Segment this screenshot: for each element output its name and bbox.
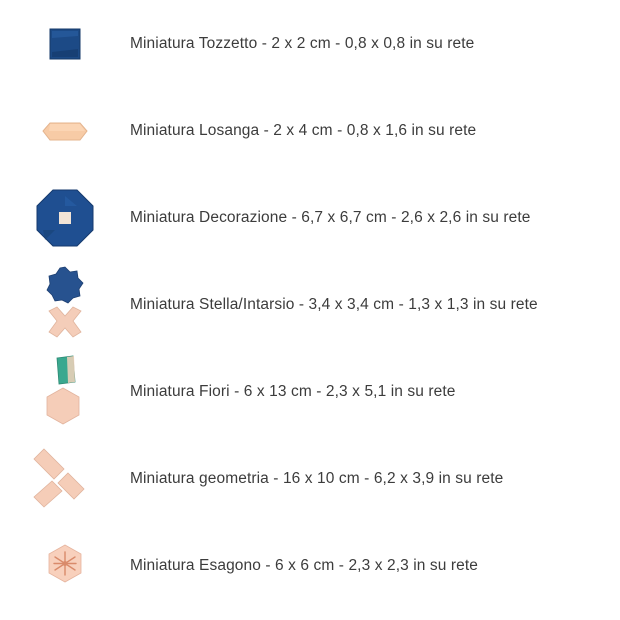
geometria-tile-icon [0, 435, 130, 522]
octagon-decoration-tile-icon [0, 174, 130, 261]
list-item[interactable] [0, 174, 620, 261]
list-item-label: Miniatura Fiori - 6 x 13 cm - 2,3 x 5,1 in su rete [130, 382, 456, 400]
esagono-tile-icon [0, 522, 130, 609]
list-item-label: Miniatura Decorazione - 6,7 x 6,7 cm - 2,6 x 2,6 in su rete [130, 208, 531, 226]
list-item-label: Miniatura Stella/Intarsio - 3,4 x 3,4 cm - 1,3 x 1,3 in su rete [130, 295, 538, 313]
list-item[interactable] [0, 348, 620, 435]
list-item[interactable] [0, 435, 620, 522]
list-item-label: Miniatura geometria - 16 x 10 cm - 6,2 x 3,9 in su rete [130, 469, 504, 487]
list-item[interactable] [0, 261, 620, 348]
list-item[interactable] [0, 0, 620, 87]
list-item-label: Miniatura Tozzetto - 2 x 2 cm - 0,8 x 0,8 in su rete [130, 34, 475, 52]
star-intarsio-tile-icon [0, 261, 130, 348]
square-tile-icon [0, 0, 130, 87]
list-item-label: Miniatura Esagono - 6 x 6 cm - 2,3 x 2,3 in su rete [130, 556, 478, 574]
list-item[interactable] [0, 87, 620, 174]
losanga-tile-icon [0, 87, 130, 174]
fiori-tile-icon [0, 348, 130, 435]
list-item-label: Miniatura Losanga - 2 x 4 cm - 0,8 x 1,6 in su rete [130, 121, 477, 139]
list-item[interactable] [0, 522, 620, 609]
